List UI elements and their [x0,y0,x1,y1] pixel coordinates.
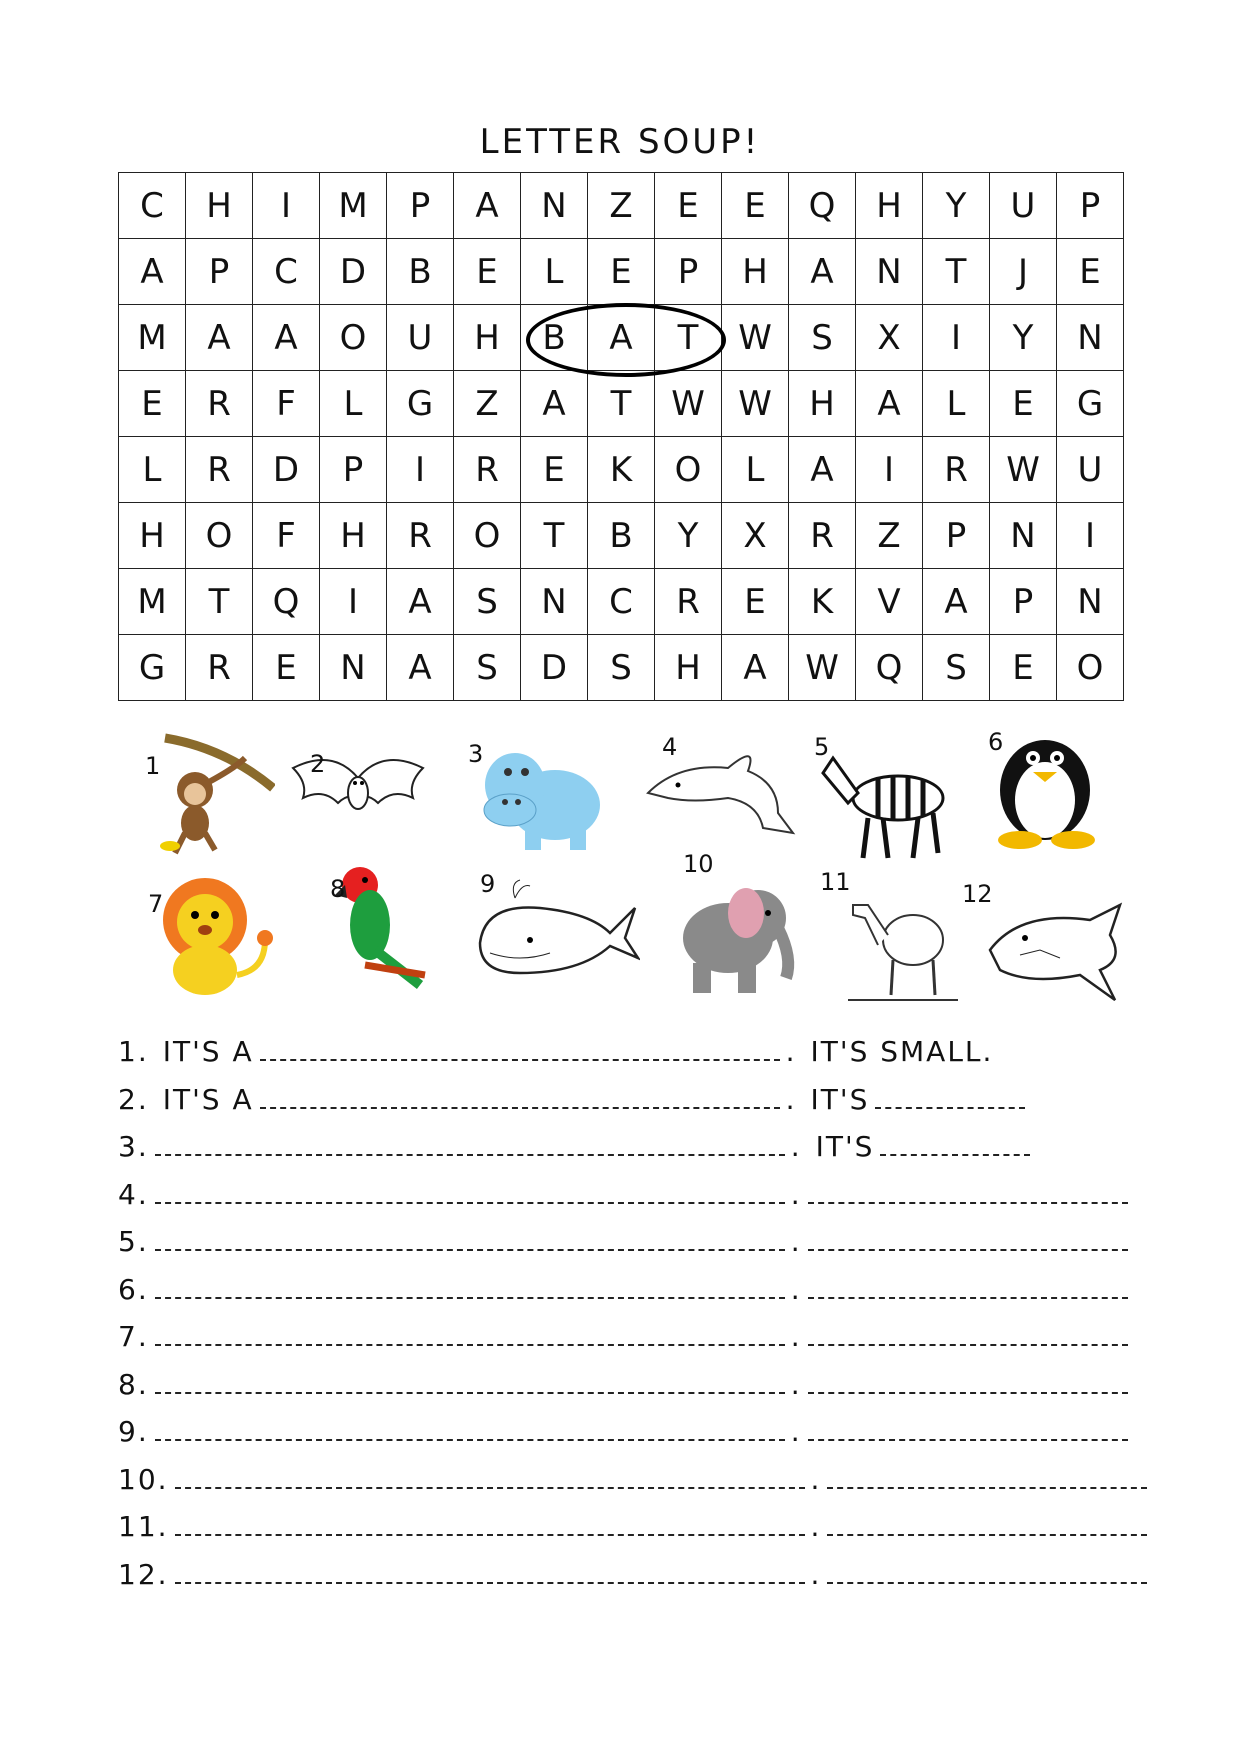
grid-cell[interactable]: X [856,305,923,371]
answer-line [118,1320,1134,1353]
grid-cell[interactable]: M [119,305,186,371]
animal-number: 2 [310,750,326,778]
bat-circle-highlight [526,303,726,377]
grid-cell[interactable]: U [1057,437,1124,503]
animal-number: 7 [148,890,164,918]
grid-cell[interactable]: W [789,635,856,701]
grid-cell[interactable]: T [655,305,722,371]
animal-number: 11 [820,868,851,896]
grid-cell[interactable]: R [923,437,990,503]
grid-cell[interactable]: N [1057,569,1124,635]
period: . [790,1225,802,1258]
grid-cell[interactable]: Z [454,371,521,437]
grid-cell[interactable]: P [1057,173,1124,239]
grid-cell[interactable]: G [1057,371,1124,437]
grid-cell[interactable]: H [454,305,521,371]
grid-cell[interactable]: Q [253,569,320,635]
grid-cell[interactable]: R [454,437,521,503]
grid-cell[interactable]: E [722,173,789,239]
answer-blank[interactable] [155,1293,785,1299]
grid-cell[interactable]: W [655,371,722,437]
grid-cell[interactable]: A [521,371,588,437]
period: . [790,1320,802,1353]
grid-row [119,173,1124,239]
animal-number: 1 [145,752,161,780]
lion-icon [150,870,280,1004]
grid-cell[interactable]: A [387,635,454,701]
period: . [785,1035,797,1068]
grid-cell[interactable]: J [990,239,1057,305]
grid-cell[interactable]: C [119,173,186,239]
grid-cell[interactable]: E [990,635,1057,701]
answer-line [118,1558,1153,1591]
bat-icon [283,738,433,842]
grid-cell[interactable]: H [119,503,186,569]
answer-line [118,1225,1134,1258]
grid-cell[interactable]: K [789,569,856,635]
grid-cell[interactable]: D [253,437,320,503]
answer-blank[interactable] [155,1245,785,1251]
grid-row [119,371,1124,437]
grid-cell[interactable]: S [454,635,521,701]
animal-number: 3 [468,740,484,768]
answer-blank[interactable] [175,1578,805,1584]
grid-cell[interactable]: S [588,635,655,701]
grid-cell[interactable]: P [990,569,1057,635]
answer-blank[interactable] [260,1055,780,1061]
grid-cell[interactable]: F [253,371,320,437]
period: . [790,1367,802,1401]
grid-cell[interactable]: B [521,305,588,371]
grid-cell[interactable]: B [588,503,655,569]
answer-number: 10. [118,1462,169,1496]
grid-cell[interactable]: L [722,437,789,503]
grid-cell[interactable]: L [320,371,387,437]
grid-cell[interactable]: E [521,437,588,503]
grid-cell[interactable]: E [990,371,1057,437]
grid-cell[interactable]: Y [923,173,990,239]
grid-cell[interactable]: Q [856,635,923,701]
grid-row [119,239,1124,305]
answer-blank[interactable] [808,1293,1128,1299]
grid-cell[interactable]: H [320,503,387,569]
shark-icon [980,890,1130,1014]
grid-cell[interactable]: L [923,371,990,437]
grid-cell[interactable]: L [119,437,186,503]
grid-cell[interactable]: H [655,635,722,701]
answer-blank[interactable] [155,1340,785,1346]
grid-cell[interactable]: I [856,437,923,503]
answer-number: 3. [118,1130,149,1163]
animal-number: 6 [988,728,1004,756]
grid-cell[interactable]: F [253,503,320,569]
grid-cell[interactable]: P [387,173,454,239]
period: . [785,1082,797,1116]
answer-blank[interactable] [808,1340,1128,1346]
grid-cell[interactable]: A [789,437,856,503]
grid-cell[interactable]: H [722,239,789,305]
period: . [810,1462,822,1496]
grid-cell[interactable]: S [923,635,990,701]
answer-blank[interactable] [808,1198,1128,1204]
grid-cell[interactable]: N [320,635,387,701]
grid-cell[interactable]: E [454,239,521,305]
grid-cell[interactable]: T [521,503,588,569]
grid-cell[interactable]: T [186,569,253,635]
animal-number: 5 [814,733,830,761]
grid-cell[interactable]: E [722,569,789,635]
grid-cell[interactable]: P [186,239,253,305]
grid-cell[interactable]: T [588,371,655,437]
period: . [790,1177,802,1211]
period: . [790,1130,802,1163]
grid-cell[interactable]: A [789,239,856,305]
animal-number: 4 [662,733,678,761]
grid-cell[interactable]: M [320,173,387,239]
answer-number: 4. [118,1177,149,1211]
answer-number: 1. [118,1035,149,1068]
grid-cell[interactable]: I [253,173,320,239]
grid-cell[interactable]: A [186,305,253,371]
animal-number: 9 [480,870,496,898]
answer-number: 5. [118,1225,149,1258]
answer-blank[interactable] [808,1245,1128,1251]
grid-cell[interactable]: T [923,239,990,305]
answer-blank[interactable] [155,1388,785,1394]
grid-cell[interactable]: S [789,305,856,371]
grid-cell[interactable]: E [588,239,655,305]
grid-cell[interactable]: W [722,305,789,371]
answer-line [118,1035,993,1068]
camel-icon [843,880,963,1014]
grid-cell[interactable]: O [1057,635,1124,701]
answer-line [118,1178,1134,1211]
grid-cell[interactable]: H [856,173,923,239]
period: . [810,1510,822,1543]
grid-cell[interactable]: E [253,635,320,701]
answer-blank[interactable] [175,1483,805,1489]
answer-line [118,1083,1031,1116]
answer-line [118,1130,1036,1163]
answer-blank[interactable] [808,1435,1128,1441]
grid-cell[interactable]: B [387,239,454,305]
answer-line [118,1510,1153,1543]
grid-cell[interactable]: H [789,371,856,437]
answer-number: 11. [118,1510,169,1543]
grid-cell[interactable]: D [320,239,387,305]
grid-cell[interactable]: U [990,173,1057,239]
grid-cell[interactable]: N [990,503,1057,569]
grid-cell[interactable]: P [320,437,387,503]
grid-cell[interactable]: N [856,239,923,305]
answer-blank[interactable] [155,1198,785,1204]
grid-row [119,569,1124,635]
grid-cell[interactable]: H [186,173,253,239]
grid-cell[interactable]: O [655,437,722,503]
hippo-icon [470,730,610,864]
grid-cell[interactable]: Y [990,305,1057,371]
worksheet-title: LETTER SOUP! [479,122,761,162]
grid-cell[interactable]: R [387,503,454,569]
grid-cell[interactable]: X [722,503,789,569]
grid-cell[interactable]: O [454,503,521,569]
grid-cell[interactable]: C [253,239,320,305]
answer-number: 9. [118,1415,149,1448]
grid-cell[interactable]: M [119,569,186,635]
grid-cell[interactable]: S [454,569,521,635]
answer-blank[interactable] [827,1483,1147,1489]
grid-row [119,635,1124,701]
grid-cell[interactable]: N [1057,305,1124,371]
answer-line [118,1368,1134,1401]
answer-blank[interactable] [827,1578,1147,1584]
answer-blank[interactable] [875,1103,1025,1109]
monkey-icon [145,728,275,862]
grid-cell[interactable]: I [320,569,387,635]
grid-cell[interactable]: Y [655,503,722,569]
grid-cell[interactable]: I [1057,503,1124,569]
grid-cell[interactable]: W [990,437,1057,503]
grid-cell[interactable]: R [789,503,856,569]
grid-cell[interactable]: I [923,305,990,371]
answer-blank[interactable] [155,1150,785,1156]
answer-prefix: IT'S A [162,1035,254,1068]
period: . [810,1557,822,1591]
answer-blank[interactable] [880,1150,1030,1156]
grid-cell[interactable]: O [186,503,253,569]
grid-cell[interactable]: N [521,569,588,635]
grid-cell[interactable]: A [923,569,990,635]
grid-cell[interactable]: A [253,305,320,371]
grid-cell[interactable]: W [722,371,789,437]
answer-number: 8. [118,1367,149,1401]
answer-suffix: IT'S SMALL. [810,1035,994,1068]
grid-cell[interactable]: E [655,173,722,239]
grid-cell[interactable]: Z [588,173,655,239]
elephant-icon [668,868,808,1002]
grid-cell[interactable]: Z [856,503,923,569]
grid-cell[interactable]: R [655,569,722,635]
grid-cell[interactable]: A [722,635,789,701]
answer-number: 7. [118,1320,149,1353]
grid-cell[interactable]: E [119,371,186,437]
grid-cell[interactable]: A [454,173,521,239]
grid-cell[interactable]: D [521,635,588,701]
answer-blank[interactable] [827,1530,1147,1536]
grid-cell[interactable]: E [1057,239,1124,305]
grid-cell[interactable]: K [588,437,655,503]
grid-cell[interactable]: R [186,371,253,437]
grid-cell[interactable]: V [856,569,923,635]
period: . [790,1272,802,1306]
grid-row [119,503,1124,569]
animal-number: 12 [962,880,993,908]
grid-cell[interactable]: A [856,371,923,437]
grid-cell[interactable]: Q [789,173,856,239]
answer-number: 6. [118,1272,149,1306]
whale-icon [470,878,640,992]
grid-row [119,437,1124,503]
grid-cell[interactable]: P [655,239,722,305]
period: . [790,1415,802,1448]
grid-cell[interactable]: P [923,503,990,569]
animal-number: 8 [330,875,346,903]
grid-cell[interactable]: C [588,569,655,635]
grid-cell[interactable]: A [387,569,454,635]
answer-blank[interactable] [155,1435,785,1441]
grid-cell[interactable]: U [387,305,454,371]
answer-number: 12. [118,1557,169,1591]
grid-cell[interactable]: L [521,239,588,305]
answer-line [118,1463,1153,1496]
grid-cell[interactable]: O [320,305,387,371]
grid-cell[interactable]: R [186,437,253,503]
answer-number: 2. [118,1082,149,1116]
grid-cell[interactable]: I [387,437,454,503]
answer-suffix: IT'S [810,1082,870,1116]
answer-blank[interactable] [808,1388,1128,1394]
answer-line [118,1415,1134,1448]
answer-line [118,1273,1134,1306]
answer-suffix: IT'S [815,1130,875,1163]
animal-number: 10 [683,850,714,878]
answer-prefix: IT'S A [162,1082,254,1116]
grid-cell[interactable]: G [387,371,454,437]
letter-grid [118,172,1124,701]
zebra-icon [808,733,958,867]
grid-cell[interactable]: A [588,305,655,371]
grid-cell[interactable]: A [119,239,186,305]
grid-cell[interactable]: R [186,635,253,701]
answer-blank[interactable] [260,1103,780,1109]
answer-blank[interactable] [175,1530,805,1536]
grid-cell[interactable]: G [119,635,186,701]
grid-cell[interactable]: N [521,173,588,239]
